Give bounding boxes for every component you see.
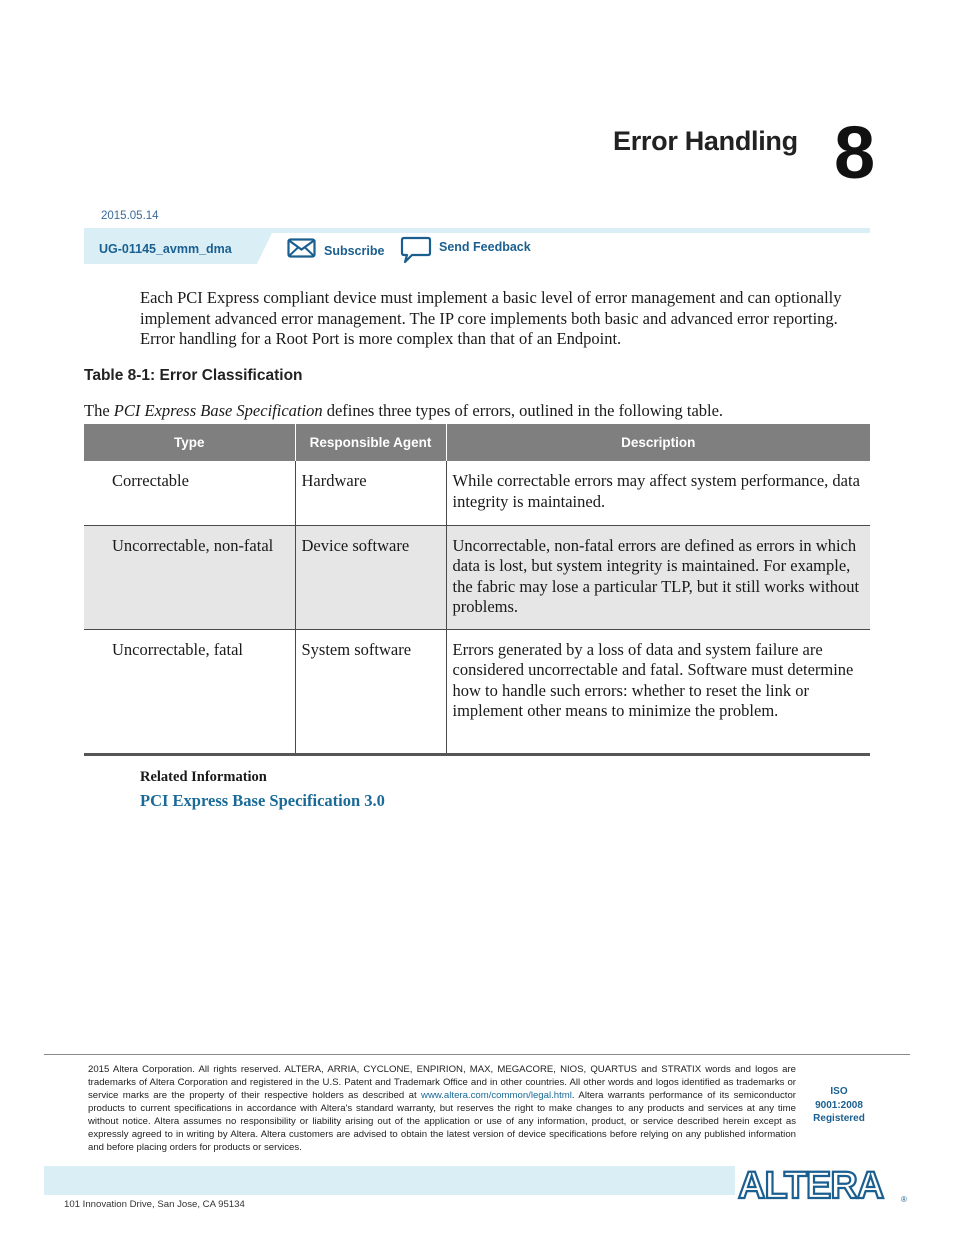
legal-text-2: . Altera warrants performance of its semiconductor products to current specifications in accordance with Altera's standard warranty, but reserves the right to make changes to any products and services at any time without notice. Altera assumes no responsibility or liability arising out of the application or use of any information, product, or service described herein except as expressly agreed to in writing by Altera. Altera customers are advised to obtain the latest version of device specifications before relying on any published information and before placing orders for products or services. xyxy=(88,1090,796,1153)
chapter-title: Error Handling xyxy=(613,126,798,156)
iso-registered: Registered xyxy=(813,1113,865,1124)
cell-description: Uncorrectable, non-fatal errors are defined as errors in which data is lost, but system integrity is maintained. For example, the fabric may lose a particular TLP, but it still works without problems. xyxy=(446,525,870,629)
iso-standard: 9001:2008 xyxy=(815,1099,863,1111)
logo-wordmark: ALTERA xyxy=(738,1165,884,1206)
altera-logo xyxy=(735,1164,911,1206)
cell-agent: System software xyxy=(295,629,446,754)
table-row xyxy=(84,629,870,754)
legal-link[interactable]: www.altera.com/common/legal.html xyxy=(421,1090,572,1101)
registered-mark: ® xyxy=(901,1195,907,1204)
company-address: 101 Innovation Drive, San Jose, CA 95134 xyxy=(64,1199,245,1210)
iso-line: ISO xyxy=(830,1086,848,1097)
column-header-description: Description xyxy=(446,424,870,461)
publish-date: 2015.05.14 xyxy=(101,210,159,222)
table-lead-suffix: defines three types of errors, outlined in the following table. xyxy=(322,401,724,420)
table-header-row xyxy=(84,424,870,461)
cell-agent: Device software xyxy=(295,525,446,629)
chapter-number: 8 xyxy=(834,111,876,194)
banner-strip xyxy=(84,228,870,233)
doc-id: UG-01145_avmm_dma xyxy=(99,242,232,256)
cell-description: While correctable errors may affect system performance, data integrity is maintained. xyxy=(446,461,870,525)
pcie-spec-link[interactable]: PCI Express Base Specification 3.0 xyxy=(140,791,385,810)
cell-agent: Hardware xyxy=(295,461,446,525)
envelope-icon[interactable] xyxy=(287,238,316,258)
table-row xyxy=(84,525,870,629)
related-info-heading: Related Information xyxy=(140,769,267,785)
intro-paragraph: Each PCI Express compliant device must implement a basic level of error management and can optionally implement advanced error management. The IP core implements both basic and advanced error reporting. Error handling for a Root Port is more complex than that of an Endpoint. xyxy=(140,288,842,349)
send-feedback-link[interactable]: Send Feedback xyxy=(439,240,531,254)
table-row xyxy=(84,461,870,525)
table-lead-prefix: The xyxy=(84,401,114,420)
subscribe-link[interactable]: Subscribe xyxy=(324,244,385,258)
cell-description: Errors generated by a loss of data and system failure are considered uncorrectable and fatal. Software must determine how to handle such errors: whether to reset the link or implement other means to minimize the problem. xyxy=(446,629,870,754)
cell-type: Uncorrectable, non-fatal xyxy=(84,525,295,629)
iso-badge xyxy=(804,1085,874,1126)
cell-type: Uncorrectable, fatal xyxy=(84,629,295,754)
table-caption: Table 8-1: Error Classification xyxy=(84,367,303,384)
legal-notice xyxy=(88,1063,796,1154)
table-lead-paragraph xyxy=(84,401,723,421)
cell-type: Correctable xyxy=(84,461,295,525)
legal-text-1: 2015 Altera Corporation. All rights reserved. ALTERA, ARRIA, CYCLONE, ENPIRION, MAX, MEGACORE, NIOS, QUARTUS and STRATIX words and logos are trademarks of Altera Corporation and registered in the U.S. Patent and Trademark Office and in other countries. All other words and logos identified as trademarks or service marks are the property of their respective holders as described at xyxy=(88,1064,796,1101)
column-header-type: Type xyxy=(84,424,295,461)
speech-bubble-icon[interactable] xyxy=(400,236,432,264)
footer-divider xyxy=(44,1054,910,1055)
error-classification-table xyxy=(84,424,870,756)
spec-title: PCI Express Base Specification xyxy=(113,401,323,420)
column-header-agent: Responsible Agent xyxy=(295,424,446,461)
